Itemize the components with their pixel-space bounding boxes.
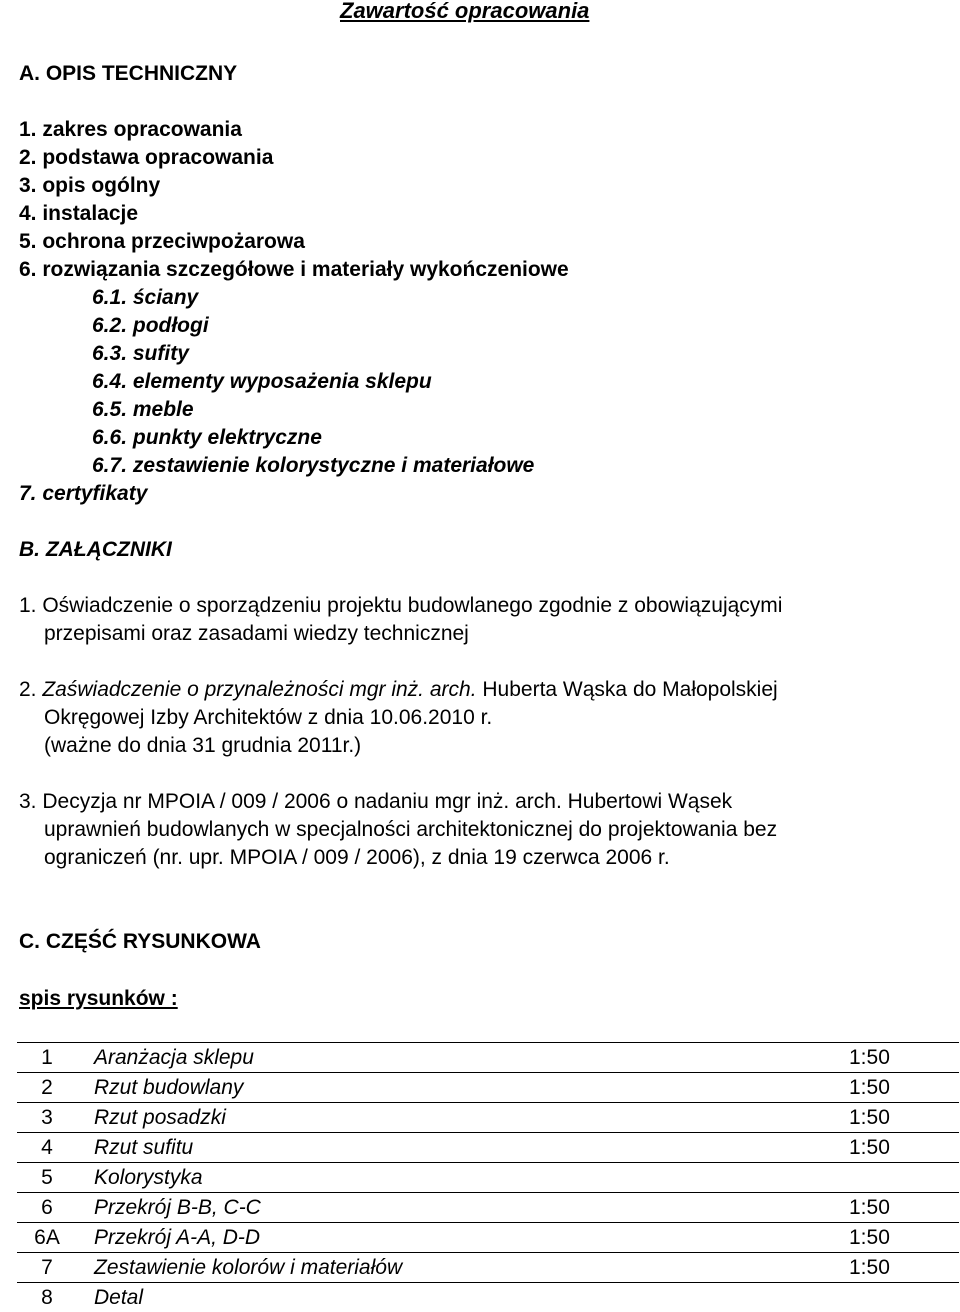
list-subitem: 6.5. meble xyxy=(92,398,194,422)
drawing-name: Aranżacja sklepu xyxy=(77,1043,849,1073)
list-subitem: 6.6. punkty elektryczne xyxy=(92,426,322,450)
drawing-number: 4 xyxy=(17,1133,77,1163)
table-row xyxy=(17,1163,959,1193)
drawings-table xyxy=(17,1042,959,1312)
list-item: 7. certyfikaty xyxy=(19,482,147,506)
drawing-scale: 1:50 xyxy=(849,1073,959,1103)
drawing-number: 2 xyxy=(17,1073,77,1103)
drawing-scale: 1:50 xyxy=(849,1133,959,1163)
drawing-name: Przekrój A-A, D-D xyxy=(77,1223,849,1253)
attachment-2-number: 2. xyxy=(19,678,37,701)
drawing-number: 3 xyxy=(17,1103,77,1133)
drawing-name: Rzut budowlany xyxy=(77,1073,849,1103)
drawing-scale: 1:50 xyxy=(849,1103,959,1133)
drawing-name: Przekrój B-B, C-C xyxy=(77,1193,849,1223)
table-row xyxy=(17,1283,959,1312)
drawing-name: Rzut posadzki xyxy=(77,1103,849,1133)
drawings-list-label: spis rysunków : xyxy=(19,987,178,1011)
list-item: 2. podstawa opracowania xyxy=(19,146,273,170)
attachment-3-line-3: ograniczeń (nr. upr. MPOIA / 009 / 2006), z dnia 19 czerwca 2006 r. xyxy=(44,846,670,870)
drawing-scale xyxy=(849,1163,959,1193)
list-item: 4. instalacje xyxy=(19,202,138,226)
drawing-number: 7 xyxy=(17,1253,77,1283)
attachment-2-italic-text: Zaświadczenie o przynależności mgr inż. arch. xyxy=(42,678,476,701)
drawing-scale: 1:50 xyxy=(849,1193,959,1223)
attachment-1-line-2: przepisami oraz zasadami wiedzy technicznej xyxy=(44,622,469,646)
list-subitem: 6.7. zestawienie kolorystyczne i materiałowe xyxy=(92,454,534,478)
attachment-3-line-1: 3. Decyzja nr MPOIA / 009 / 2006 o nadaniu mgr inż. arch. Hubertowi Wąsek xyxy=(19,790,732,814)
drawing-name: Zestawienie kolorów i materiałów xyxy=(77,1253,849,1283)
attachment-3-line-2: uprawnień budowlanych w specjalności architektonicznej do projektowania bez xyxy=(44,818,777,842)
attachment-2-line-1 xyxy=(19,678,778,702)
section-a-heading: A. OPIS TECHNICZNY xyxy=(19,62,237,86)
drawing-scale: 1:50 xyxy=(849,1223,959,1253)
section-c-heading: C. CZĘŚĆ RYSUNKOWA xyxy=(19,930,261,954)
list-subitem: 6.2. podłogi xyxy=(92,314,209,338)
drawing-scale: 1:50 xyxy=(849,1043,959,1073)
section-b-heading: B. ZAŁĄCZNIKI xyxy=(19,538,172,562)
table-row xyxy=(17,1133,959,1163)
document-title: Zawartość opracowania xyxy=(340,0,589,24)
drawing-number: 6 xyxy=(17,1193,77,1223)
list-item: 1. zakres opracowania xyxy=(19,118,242,142)
drawing-name: Detal xyxy=(77,1283,849,1312)
table-row xyxy=(17,1043,959,1073)
attachment-2-text: Huberta Wąska do Małopolskiej xyxy=(482,678,777,701)
drawing-scale: 1:50 xyxy=(849,1253,959,1283)
table-row xyxy=(17,1073,959,1103)
drawing-number: 8 xyxy=(17,1283,77,1312)
drawing-scale xyxy=(849,1283,959,1312)
attachment-2-line-3: (ważne do dnia 31 grudnia 2011r.) xyxy=(44,734,361,758)
list-item: 6. rozwiązania szczegółowe i materiały wykończeniowe xyxy=(19,258,569,282)
drawing-name: Rzut sufitu xyxy=(77,1133,849,1163)
table-row xyxy=(17,1193,959,1223)
table-row xyxy=(17,1103,959,1133)
table-row xyxy=(17,1253,959,1283)
drawing-name: Kolorystyka xyxy=(77,1163,849,1193)
table-row xyxy=(17,1223,959,1253)
list-subitem: 6.4. elementy wyposażenia sklepu xyxy=(92,370,432,394)
attachment-1-line-1 xyxy=(19,594,782,618)
list-item: 3. opis ogólny xyxy=(19,174,160,198)
list-subitem: 6.1. ściany xyxy=(92,286,198,310)
attachment-1-text: 1. Oświadczenie o sporządzeniu projektu budowlanego zgodnie z obowiązującymi xyxy=(19,594,782,617)
list-subitem: 6.3. sufity xyxy=(92,342,189,366)
drawing-number: 1 xyxy=(17,1043,77,1073)
attachment-2-line-2: Okręgowej Izby Architektów z dnia 10.06.2010 r. xyxy=(44,706,492,730)
list-item: 5. ochrona przeciwpożarowa xyxy=(19,230,305,254)
drawing-number: 6A xyxy=(17,1223,77,1253)
drawing-number: 5 xyxy=(17,1163,77,1193)
